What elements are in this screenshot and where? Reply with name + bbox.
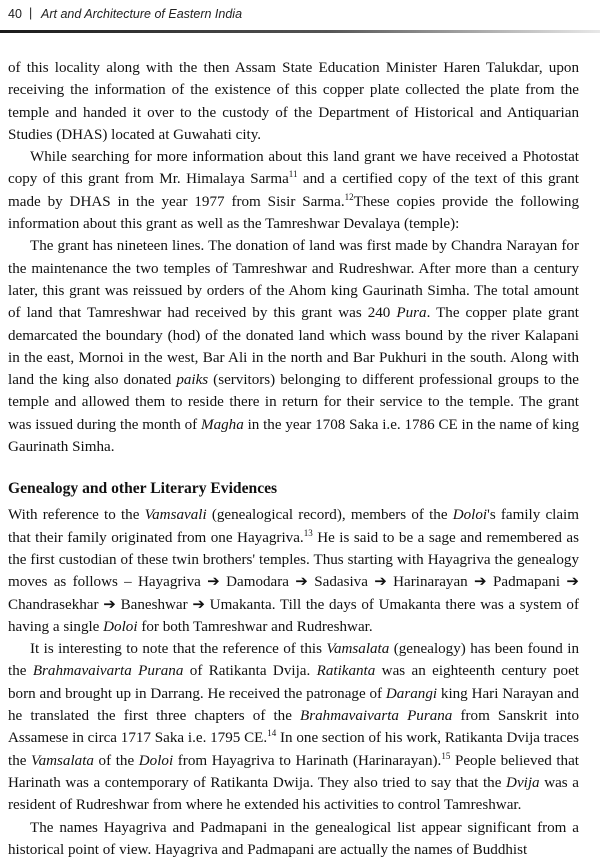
footnote-ref-13: 13 [304,528,313,538]
footnote-ref-14: 14 [267,728,276,738]
section-heading: Genealogy and other Literary Evidences [8,478,579,500]
paragraph-photostat-copy: While searching for more information about this land grant we have received a Photostat copy of this grant from Mr. Himalaya Sarma$^{11}$ and a certified copy of the text of this grant made by DHAS in the year 1977 from Sisir Sarma.$^{12}$These copies provide the following information about this grant as well as the Tamreshwar Devalaya (temple): [8,146,579,235]
footnote-ref-15: 15 [441,751,450,761]
footnote-ref-11: 11 [289,169,298,179]
running-title: Art and Architecture of Eastern India [41,7,242,21]
running-header [0,0,600,34]
paragraph-dhas-custody: of this locality along with the then Assam State Education Minister Haren Talukdar, upon receiving the information of the existence of this copper plate collected the plate from the temple and handed it over to the custody of the Department of Historical and Antiquarian Studies (DHAS) located at Guwahati city. [8,57,579,146]
page-body [8,57,579,861]
header-rule [0,30,600,33]
paragraph-vamsalata: It is interesting to note that the reference of this Vamsalata (genealogy) has been found in the Brahmavaivarta Purana of Ratikanta Dvija. Ratikanta was an eighteenth century poet born and brought up in Darrang. He received the patronage of Darangi king Hari Narayan and he translated the first three chapters of the Brahmavaivarta Purana from Sanskrit into Assamese in circa 1717 Saka i.e. 1795 CE.$^{14}$ In one section of his work, Ratikanta Dvija traces the Vamsalata of the Doloi from Hayagriva to Harinath (Harinarayan).$^{15}$ People believed that Harinath was a contemporary of Ratikanta Dwija. They also tried to say that the Dvija was a resident of Rudreshwar from where he extended his activities to control Tamreshwar. [8,638,579,816]
paragraph-vamsavali: With reference to the Vamsavali (genealogical record), members of the Doloi's family claim that their family originated from one Hayagriva.$^{13}$ He is said to be a sage and remembered as the first custodian of these twin brothers' temples. Thus starting with Hayagriva the genealogy moves as follows – Hayagriva ➔ Damodara ➔ Sadasiva ➔ Harinarayan ➔ Padmapani ➔ Chandrasekhar ➔ Baneshwar ➔ Umakanta. Till the days of Umakanta there was a system of having a single Doloi for both Tamreshwar and Rudreshwar. [8,504,579,638]
paragraph-grant-details: The grant has nineteen lines. The donation of land was first made by Chandra Narayan for the maintenance the two temples of Tamreshwar and Rudreshwar. After more than a century later, this grant was reissued by orders of the Ahom king Gaurinath Simha. The total amount of land that Tamreshwar had received by this grant was 240 Pura. The copper plate grant demarcated the boundary (hod) of the donated land which wass bound by the river Kalapani in the east, Mornoi in the west, Bar Ali in the north and Bar Pukhuri in the south. Along with land the king also donated paiks (servitors) belonging to different professional groups to the temple and allowed them to reside there in return for their service to the temple. The grant was issued during the month of Magha in the year 1708 Saka i.e. 1786 CE in the name of king Gaurinath Simha. [8,235,579,458]
paragraph-buddhist-names: The names Hayagriva and Padmapani in the genealogical list appear significant from a historical point of view. Hayagriva and Padmapani are actually the names of Buddhist [8,817,579,861]
footnote-ref-12: 12 [345,192,354,202]
header-separator: | [29,6,32,20]
page-number: 40 [8,7,22,21]
